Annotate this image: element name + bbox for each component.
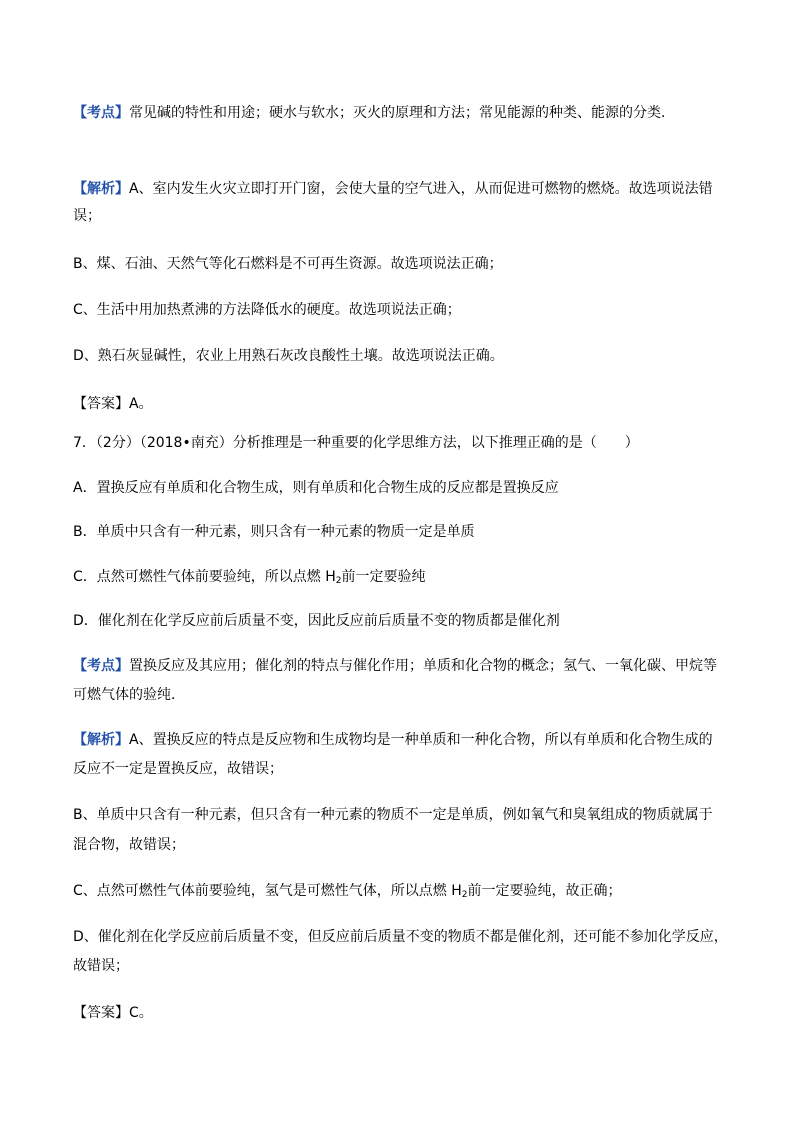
jiexi-line-continued: 误；	[73, 208, 101, 224]
q7-jiexi-d: D、催化剂在化学反应前后质量不变，但反应前后质量不变的物质不都是催化剂，还可能不参加化学反应，	[73, 929, 728, 945]
option-b-explanation: B、煤、石油、天然气等化石燃料是不可再生资源。故选项说法正确；	[73, 256, 503, 272]
kaodian-paragraph	[73, 104, 675, 122]
q7-kaodian-line-continued: 可燃气体的验纯．	[73, 687, 185, 703]
q7-jiexi-tag: 【解析】	[73, 732, 129, 748]
question-option-d: D．催化剂在化学反应前后质量不变，因此反应前后质量不变的物质都是催化剂	[73, 613, 560, 629]
q7-jiexi-b: B、单质中只含有一种元素，但只含有一种元素的物质不一定是单质，例如氧气和臭氧组成的物质就属于	[73, 807, 713, 823]
q7-kaodian-paragraph	[73, 657, 717, 675]
q7-kaodian-tag: 【考点】	[73, 658, 129, 674]
q7-jiexi-c-text-end: 前一定要验纯，故正确；	[467, 883, 622, 899]
question-option-b: B．单质中只含有一种元素，则只含有一种元素的物质一定是单质	[73, 524, 475, 540]
h2-subscript: 2	[335, 576, 342, 586]
option-c-text-end: 前一定要验纯	[341, 569, 426, 585]
q7-kaodian-line: 置换反应及其应用；催化剂的特点与催化作用；单质和化合物的概念；氢气、一氧化碳、甲烷等	[129, 658, 717, 674]
q7-jiexi-c	[73, 882, 622, 904]
option-d-explanation: D、熟石灰显碱性，农业上用熟石灰改良酸性土壤。故选项说法正确。	[73, 348, 504, 364]
answer-line: 【答案】A。	[73, 396, 153, 412]
q7-answer-line: 【答案】C。	[73, 1005, 153, 1021]
question-option-c	[73, 568, 426, 590]
kaodian-text: 常见碱的特性和用途；硬水与软水；灭火的原理和方法；常见能源的种类、能源的分类．	[129, 105, 675, 121]
q7-jiexi-a-continued: 反应不一定是置换反应，故错误；	[73, 761, 283, 777]
question-stem: 7．（2分）（2018•南充）分析推理是一种重要的化学思维方法，以下推理正确的是（ ）	[73, 435, 639, 451]
question-option-a: A．置换反应有单质和化合物生成，则有单质和化合物生成的反应都是置换反应	[73, 480, 559, 496]
q7-jiexi-line: A、置换反应的特点是反应物和生成物均是一种单质和一种化合物，所以有单质和化合物生成的	[129, 732, 713, 748]
q7-jiexi-d-continued: 故错误；	[73, 958, 129, 974]
option-c-explanation: C、生活中用加热煮沸的方法降低水的硬度。故选项说法正确；	[73, 302, 461, 318]
jiexi-line: A、室内发生火灾立即打开门窗，会使大量的空气进入，从而促进可燃物的燃烧。故选项说法错	[129, 181, 713, 197]
option-c-text: C．点然可燃性气体前要验纯，所以点燃 H	[73, 569, 336, 585]
jiexi-paragraph	[73, 180, 713, 198]
q7-jiexi-paragraph	[73, 731, 713, 749]
q7-jiexi-b-continued: 混合物，故错误；	[73, 837, 185, 853]
jiexi-tag: 【解析】	[73, 181, 129, 197]
h2-subscript: 2	[461, 890, 468, 900]
q7-jiexi-c-text: C、点然可燃性气体前要验纯，氢气是可燃性气体，所以点燃 H	[73, 883, 462, 899]
kaodian-tag: 【考点】	[73, 105, 129, 121]
